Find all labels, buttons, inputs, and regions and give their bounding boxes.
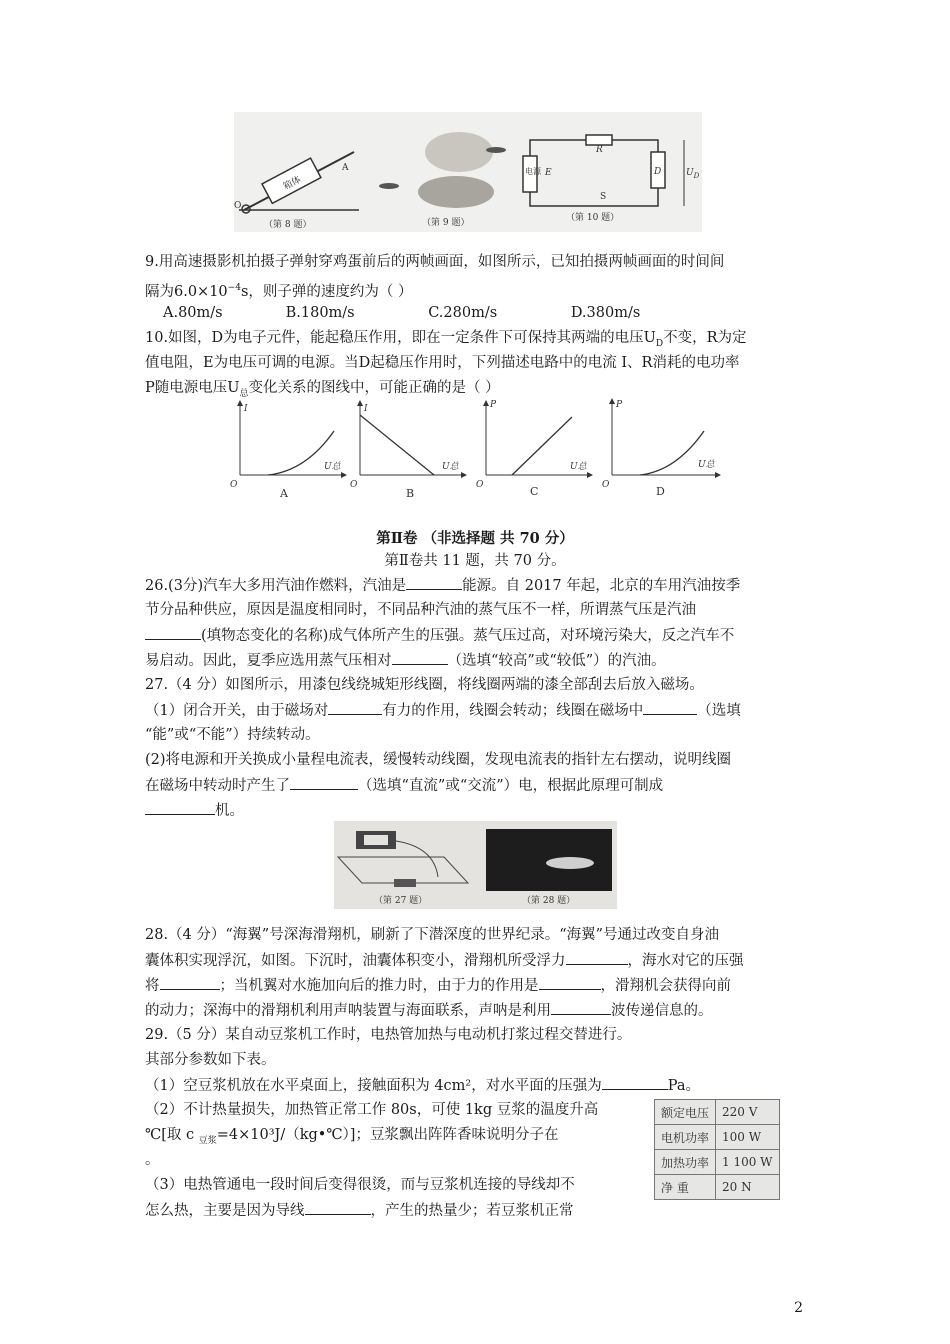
- q28-line-2: 囊体积实现浮沉，如图。下沉时，油囊体积变小，滑翔机所受浮力 ，海水对它的压强: [145, 950, 744, 971]
- svg-text:U总: U总: [698, 460, 715, 470]
- svg-text:U总: U总: [324, 462, 341, 472]
- figure-8: [234, 152, 359, 230]
- svg-text:U总: U总: [442, 462, 459, 472]
- q9-option-d: D.380m/s: [570, 305, 641, 321]
- q28-line-1: 28.（4 分）“海翼”号深海滑翔机，刷新了下潜深度的世界纪录。“海翼”号通过改变自身油: [145, 927, 720, 943]
- figure-strip-mid: [334, 821, 617, 909]
- q27-line-5: 在磁场中转动时产生了 （选填“直流”或“交流”）电，根据此原理可制成: [145, 775, 663, 796]
- q9-line-1: 9.用高速摄影机拍摄子弹射穿鸡蛋前后的两帧画面，如图所示，已知拍摄两帧画面的时间间: [145, 254, 725, 270]
- q27-line-6: 机。: [145, 800, 244, 821]
- q29-line-2: 其部分参数如下表。: [145, 1052, 276, 1068]
- q26-line-4: 易启动。因此，夏季应选用蒸气压相对 （选填“较高”或“较低”）的汽油。: [145, 650, 666, 671]
- fig8-box-label: 箱体: [282, 175, 303, 193]
- q9-options: [163, 303, 689, 323]
- q27-line-3: “能”或“不能”）持续转动。: [145, 727, 320, 743]
- fig8-a-label: A: [342, 163, 349, 173]
- table-row: 净 重 20 N: [655, 1175, 780, 1200]
- graph-d: [602, 400, 718, 498]
- q9-option-a: A.80m/s: [163, 305, 223, 321]
- table-row: 加热功率 1 100 W: [655, 1150, 780, 1175]
- fig8-o-label: O: [234, 201, 242, 211]
- fig10-d-label: D: [654, 167, 662, 177]
- q29-line-5: ℃[取 c $_{豆浆}$=4×10³J/（kg•℃）]；豆浆飘出阵阵香味说明分子在: [145, 1127, 559, 1146]
- svg-text:I: I: [244, 404, 248, 414]
- svg-text:O: O: [230, 480, 238, 490]
- section-2-title: 第Ⅱ卷 （非选择题 共 70 分）: [376, 530, 574, 547]
- q9-line-2: 隔为$6.0\times 10^{-4}s$，则子弹的速度约为（ ）: [145, 283, 413, 300]
- svg-text:C: C: [530, 485, 539, 498]
- svg-text:O: O: [350, 480, 358, 490]
- q29-line-4: （2）不计热量损失，加热管正常工作 80s，可使 1kg 豆浆的温度升高: [145, 1102, 599, 1118]
- table-row: 额定电压 220 V: [655, 1100, 780, 1125]
- q10-line-3: P随电源电压$U_总$变化关系的图线中，可能正确的是（ ）: [145, 380, 500, 399]
- q27-line-1: 27.（4 分）如图所示，用漆包线绕城矩形线圈，将线圈两端的漆全部刮去后放入磁场。: [145, 677, 704, 693]
- q26-line-3: (填物态变化的名称)成气体所产生的压强。蒸气压过高，对环境污染大，反之汽车不: [145, 625, 734, 646]
- q10-graphs: [226, 395, 736, 507]
- graph-b: [350, 403, 464, 500]
- q26-line-1: 26.(3分)汽车大多用汽油作燃料，汽油是 能源。自 2017 年起，北京的车用汽油按季: [145, 575, 740, 596]
- q27-line-4: (2)将电源和开关换成小量程电流表，缓慢转动线圈，发现电流表的指针左右摆动，说明线圈: [145, 752, 732, 768]
- q28-line-3: 将 ；当机翼对水施加向后的推力时，由于力的作用是 ，滑翔机会获得向前: [145, 975, 731, 996]
- figure-strip-top: [234, 112, 702, 232]
- q29-line-1: 29.（5 分）某自动豆浆机工作时，电热管加热与电动机打浆过程交替进行。: [145, 1027, 632, 1043]
- graph-c: [476, 400, 590, 498]
- svg-text:A: A: [280, 487, 288, 500]
- q10-line-2: 值电阻，E为电压可调的电源。当D起稳压作用时，下列描述电路中的电流 I、R消耗的电功率: [145, 355, 740, 371]
- section-2-subtitle: 第Ⅱ卷共 11 题，共 70 分。: [384, 553, 566, 569]
- q29-line-6: 。: [145, 1152, 160, 1168]
- soymilk-spec-table: [654, 1099, 780, 1200]
- figure-strip-top-svg: [234, 112, 702, 232]
- q9-option-b: B.180m/s: [285, 305, 355, 321]
- fig10-e-label: E: [545, 168, 552, 178]
- graph-a: [230, 403, 344, 500]
- svg-text:O: O: [602, 480, 610, 490]
- figure-strip-mid-svg: [334, 821, 617, 909]
- svg-text:B: B: [406, 487, 415, 500]
- figure-27: [338, 831, 468, 906]
- q29-line-3: （1）空豆浆机放在水平桌面上，接触面积为 4cm²，对水平面的压强为 Pa。: [145, 1075, 700, 1096]
- svg-text:P: P: [490, 400, 497, 410]
- fig9-caption: （第 9 题）: [422, 218, 470, 228]
- q27-line-2: （1）闭合开关，由于磁场对 有力的作用，线圈会转动；线圈在磁场中 （选填: [145, 700, 741, 721]
- q29-line-8: 怎么热，主要是因为导线 ，产生的热量少；若豆浆机正常: [145, 1200, 574, 1221]
- q9-option-c: C.280m/s: [428, 305, 498, 321]
- svg-text:P: P: [616, 400, 623, 410]
- q28-line-4: 的动力；深海中的滑翔机利用声呐装置与海面联系，声呐是利用 波传递信息的。: [145, 1000, 713, 1021]
- fig10-ud-label: $U_D$: [686, 168, 700, 180]
- page-number: 2: [794, 1300, 803, 1316]
- fig10-source-label: 电源: [525, 167, 541, 176]
- fig8-caption: （第 8 题）: [264, 220, 312, 230]
- table-row: 电机功率 100 W: [655, 1125, 780, 1150]
- svg-text:I: I: [364, 404, 368, 414]
- figure-28: [486, 829, 612, 906]
- svg-text:D: D: [656, 485, 665, 498]
- fig10-r-label: R: [596, 145, 603, 155]
- q10-line-1: 10.如图，D为电子元件，能起稳压作用，即在一定条件下可保持其两端的电压$U_D$不变，R为定: [145, 330, 747, 349]
- figure-10: [523, 135, 700, 223]
- fig10-s-label: S: [600, 192, 607, 202]
- q29-line-7: （3）电热管通电一段时间后变得很烫，而与豆浆机连接的导线却不: [145, 1177, 575, 1193]
- fig28-caption: （第 28 题）: [522, 896, 576, 906]
- svg-text:O: O: [476, 480, 484, 490]
- q26-line-2: 节分品种供应，原因是温度相同时，不同品种汽油的蒸气压不一样，所谓蒸气压是汽油: [145, 602, 696, 618]
- fig27-caption: （第 27 题）: [374, 896, 428, 906]
- svg-text:U总: U总: [570, 462, 587, 472]
- fig10-caption: （第 10 题）: [566, 213, 620, 223]
- figure-9: [379, 132, 506, 228]
